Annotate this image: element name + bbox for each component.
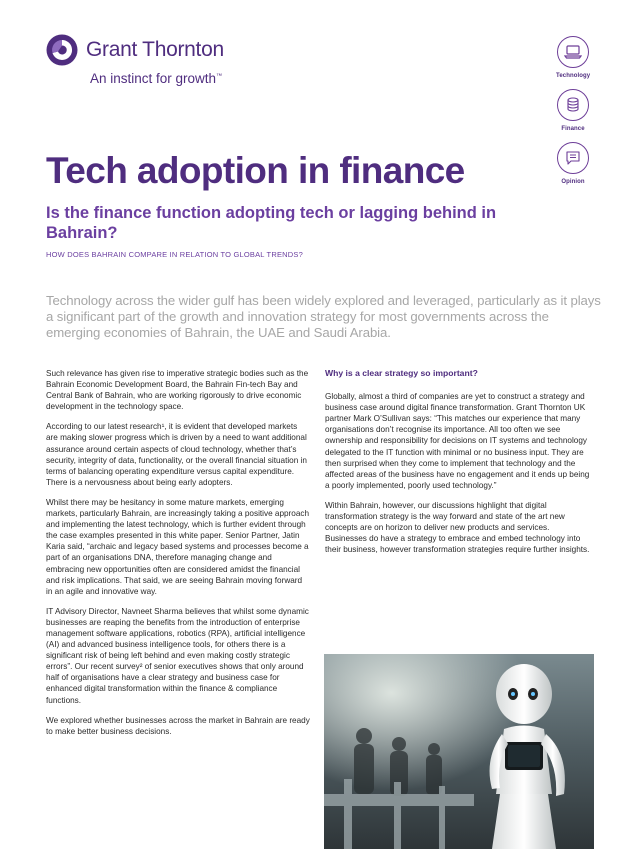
page-subtitle: Is the finance function adopting tech or lagging behind in Bahrain? [46, 204, 497, 242]
robot-image [324, 654, 594, 849]
brand-name: Grant Thornton [86, 38, 224, 61]
body-paragraph: IT Advisory Director, Navneet Sharma believes that whilst some dynamic businesses are reaping the benefits from the introduction of enterprise management software applications, robotics (RPA), artificial intelligence (AI) and advanced business intelligence tools, for others there is a significant risk of being left behind and even making costly strategic errors”. Our recent survey² of senior executives shows that only around half of organisations have a clear strategy and business case for enhanced digital transformation within the finance & compliance functions. [46, 606, 309, 705]
right-column [325, 368, 593, 564]
coins-icon [566, 97, 580, 113]
body-paragraph: Whilst there may be hesitancy in some mature markets, emerging markets, particularly Bahrain, are increasingly taking a positive approach and implementing the latest technology, which is further evident through the case examples presented in this white paper. Senior Partner, Jatin Karia said, “archaic and legacy based systems and processes become a part of an organisations DNA, therefore managing change and embracing new opportunities often are considered amidst the financial and risk implications. That said, we are seeing Bahrain moving forward in an agile and innovative way. [46, 497, 310, 596]
speech-bubble-icon [565, 151, 581, 166]
finance-badge [556, 89, 590, 132]
left-column [46, 368, 310, 746]
body-paragraph: According to our latest research¹, it is evident that developed markets are making slower progress which is driven by a need to want additional assurance around certain aspects of cloud technology, whether that’s security, integrity of data, functionality, or the overall financial situation in terms of balancing operating expenditure versus capital expenditure. There is a nervousness about being early adopters. [46, 422, 307, 487]
section-heading: Why is a clear strategy so important? [325, 368, 478, 378]
robot-photo [324, 654, 594, 849]
body-paragraph: Such relevance has given rise to imperative strategic bodies such as the Bahrain Economic Development Board, the Bahrain Fin-tech Bay and Central Bank of Bahrain, who are working rigorously to drive economic development in the technology space. [46, 369, 309, 412]
opinion-label: Opinion [561, 179, 585, 185]
finance-label: Finance [561, 126, 585, 132]
brand-logo [46, 34, 246, 94]
laptop-icon [564, 45, 582, 59]
page-title: Tech adoption in finance [46, 150, 465, 191]
grant-thornton-logo-icon [46, 34, 78, 66]
body-paragraph: Globally, almost a third of companies are yet to construct a strategy and business case around digital finance transformation. Grant Thornton UK partner Mark O’Sullivan says: “This matches our experience that many organisations don’t recognise its importance. All too often we see ownership and responsibility for decisions on IT systems and technology delegated to the IT function with minimal or no business input. They are then surprised when they come to implement that technology and the affected areas of the business have no engagement and it ends up being a poorly implemented, poorly used technology.” [325, 392, 590, 490]
brand-tagline: An instinct for growth™ [90, 71, 223, 86]
technology-label: Technology [556, 73, 591, 79]
section-kicker: HOW DOES BAHRAIN COMPARE IN RELATION TO GLOBAL TRENDS? [46, 250, 303, 259]
opinion-badge [556, 142, 590, 185]
technology-badge [556, 36, 590, 79]
body-paragraph: We explored whether businesses across the market in Bahrain are ready to make better business decisions. [46, 715, 310, 736]
body-paragraph: Within Bahrain, however, our discussions highlight that digital transformation strategy is the way forward and state of the art new concepts are on horizon to deliver new products and services. Businesses do have a strategy to embrace and embed technology into their business, however transformation strategies require further insights. [325, 500, 590, 555]
intro-paragraph: Technology across the wider gulf has been widely explored and leveraged, particularly as it plays a significant part of the growth and innovation strategy for most governments across the emerging economies of Bahrain, the UAE and Saudi Arabia. [46, 293, 601, 340]
